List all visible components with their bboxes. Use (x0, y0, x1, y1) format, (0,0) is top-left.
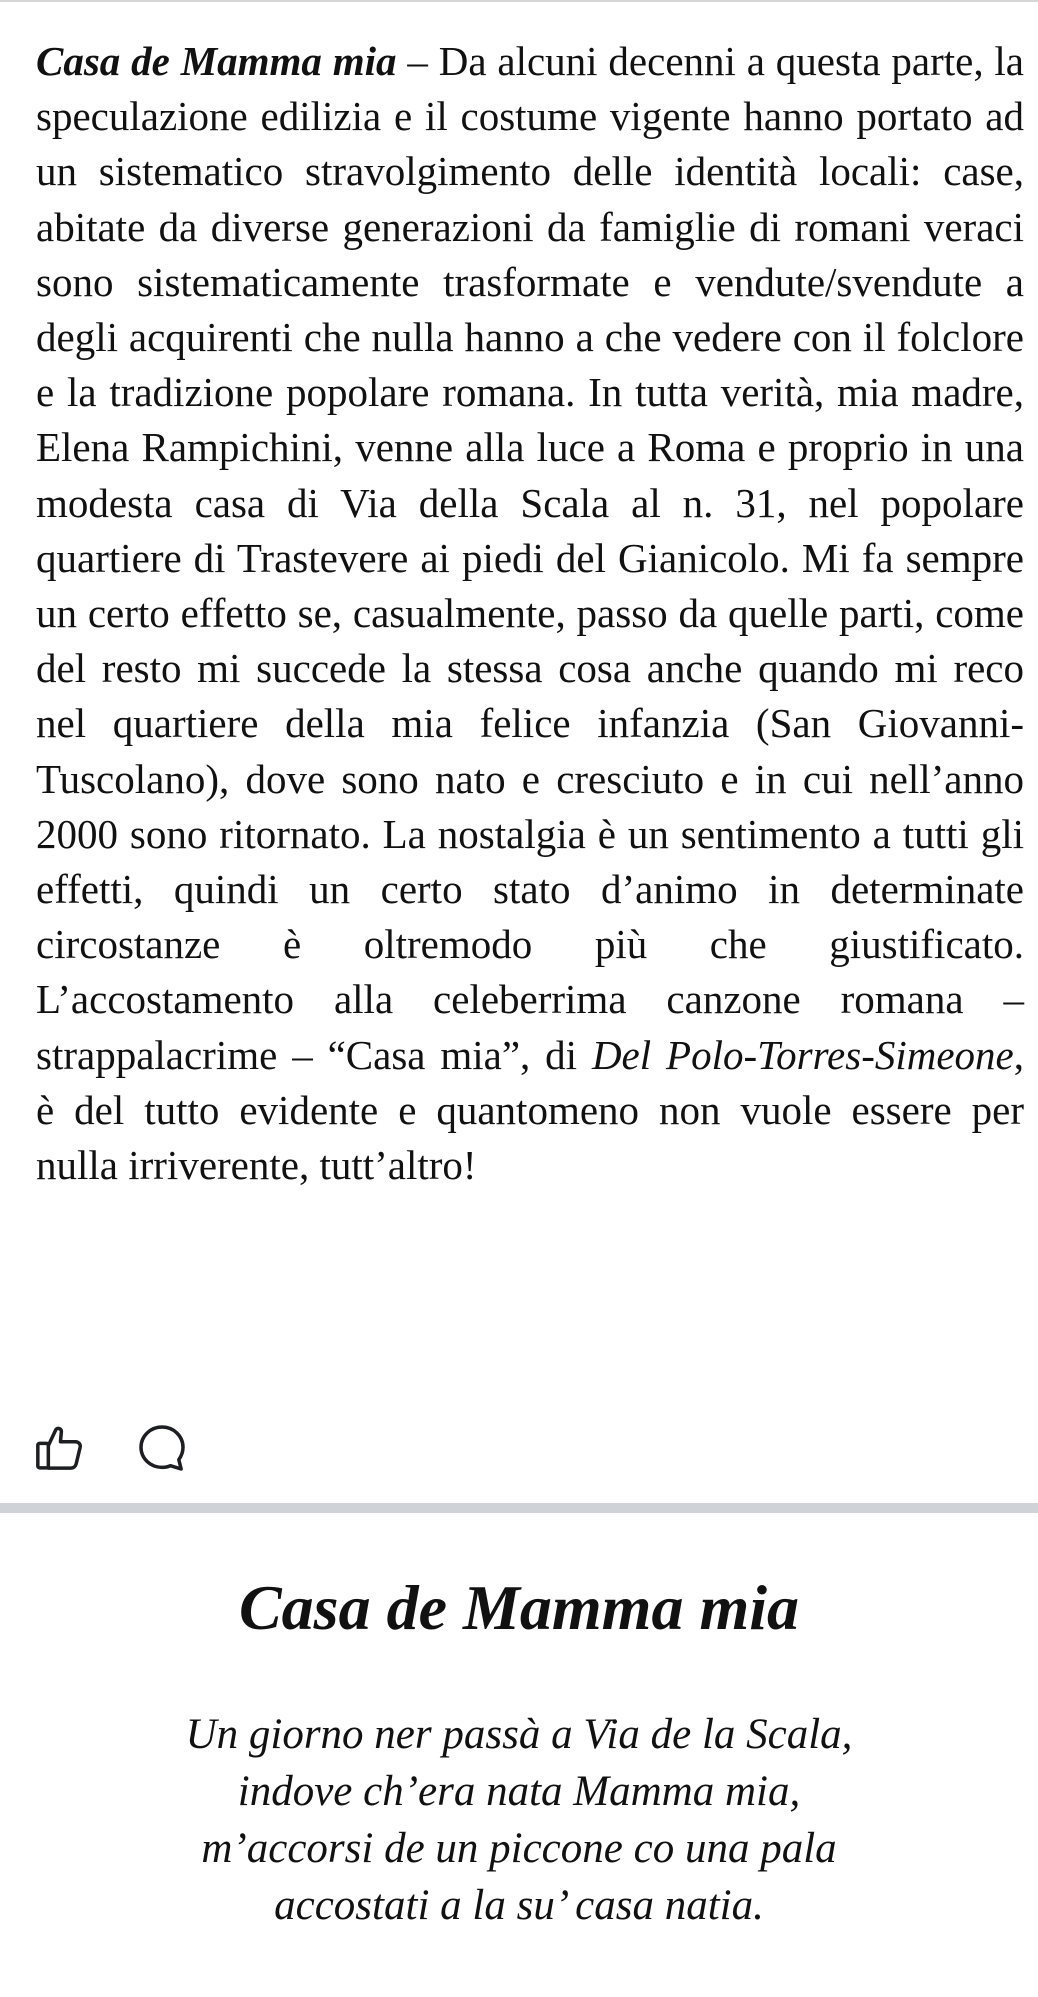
post-body-part-2: , è del tutto evidente e quantomeno non vuole essere per nulla irriverente, tutt’altro! (36, 1031, 1025, 1189)
poem-stanza (0, 1706, 1038, 1934)
post-actions (30, 1418, 192, 1478)
post-body-part-1: – Da alcuni decenni a questa parte, la speculazione edilizia e il costume vigente hanno portato ad un sistematico stravolgimento delle identità locali: case, abitate da diverse generazioni da famiglie di romani veraci sono sistematicamente trasformate e vendute/svendute a degli acquirenti che nulla hanno a che vedere con il folclore e la tradizione popolare romana. In tutta verità, mia madre, Elena Rampichini, venne alla luce a Roma e proprio in una modesta casa di Via della Scala al n. 31, nel popolare quartiere di Trastevere ai piedi del Gianicolo. Mi fa sempre un certo effetto se, casualmente, passo da quelle parti, come del resto mi succede la stessa cosa anche quando mi reco nel quartiere della mia felice infanzia (San Giovanni-Tuscolano), dove sono nato e cresciuto e in cui nell’anno 2000 sono ritornato. La nostalgia è un sentimento a tutti gli effetti, quindi un certo stato d’animo in determinate circostanze è oltremodo più che giustificato. L’accostamento alla celeberrima canzone romana – strappalacrime – “Casa mia”, di (36, 38, 1024, 1078)
poem-title: Casa de Mamma mia (238, 1572, 800, 1643)
comment-bubble-icon (134, 1420, 190, 1476)
post-authors: Del Polo-Torres-Simeone (591, 1031, 1014, 1078)
poem-line: indove ch’era nata Mamma mia, (237, 1768, 801, 1815)
comment-button[interactable] (132, 1418, 192, 1478)
section-separator (0, 1503, 1038, 1513)
poem-line: m’accorsi de un piccone co una pala (201, 1825, 837, 1872)
post-text (36, 34, 1024, 1193)
like-button[interactable] (30, 1418, 90, 1478)
poem-line: Un giorno ner passà a Via de la Scala, (185, 1711, 853, 1758)
thumbs-up-icon (32, 1420, 88, 1476)
poem-line: accostati a la su’ casa natia. (274, 1882, 764, 1929)
post-title: Casa de Mamma mia (36, 38, 397, 84)
top-divider (0, 0, 1038, 2)
